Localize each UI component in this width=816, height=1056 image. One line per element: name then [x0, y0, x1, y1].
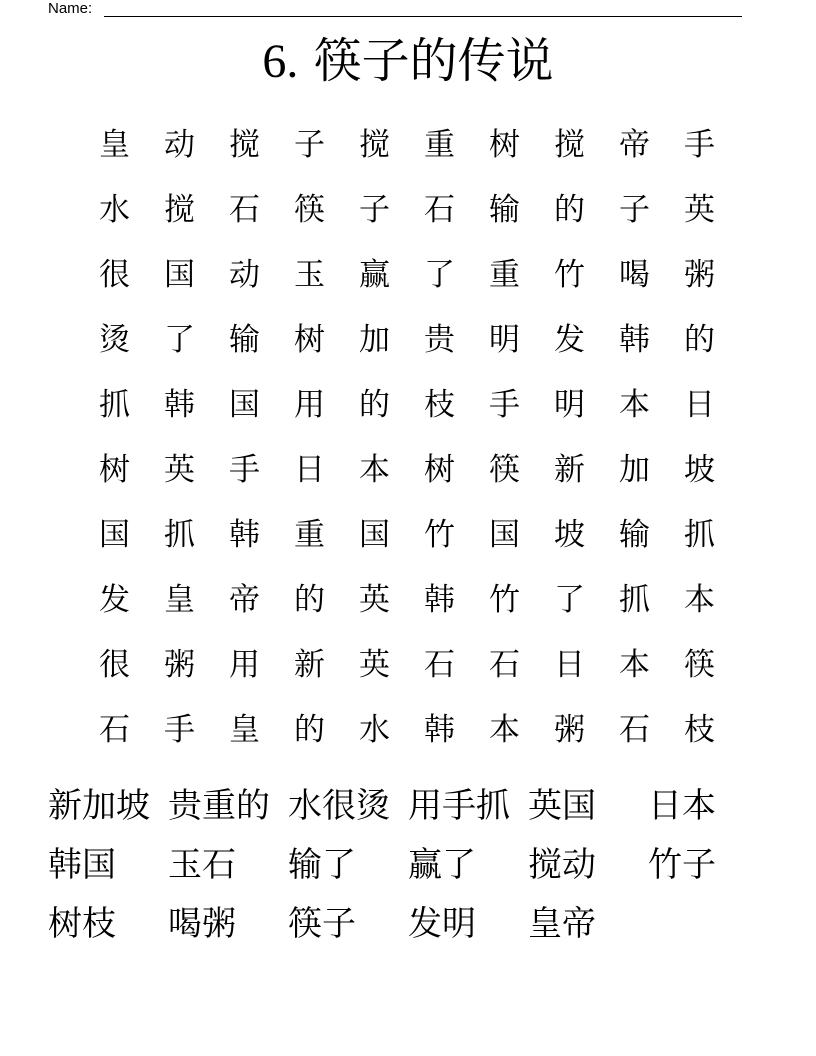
grid-cell: 的	[359, 386, 390, 423]
grid-cell: 发	[554, 321, 585, 358]
grid-cell: 了	[554, 581, 585, 618]
grid-cell: 竹	[554, 256, 585, 293]
name-field	[48, 0, 748, 18]
grid-cell: 抓	[164, 516, 195, 553]
grid-cell: 石	[99, 711, 130, 748]
grid-cell: 本	[359, 451, 390, 488]
word-bank-item: 竹子	[648, 844, 716, 885]
grid-cell: 皇	[99, 126, 130, 163]
grid-cell: 明	[554, 386, 585, 423]
grid-cell: 烫	[99, 321, 130, 358]
name-underline	[104, 16, 742, 17]
grid-cell: 国	[164, 256, 195, 293]
grid-cell: 新	[294, 646, 325, 683]
grid-cell: 石	[229, 191, 260, 228]
grid-cell: 手	[229, 451, 260, 488]
grid-cell: 搅	[164, 191, 195, 228]
grid-cell: 石	[619, 711, 650, 748]
grid-cell: 用	[229, 646, 260, 683]
word-bank-item: 日本	[648, 785, 716, 826]
grid-cell: 搅	[229, 126, 260, 163]
grid-cell: 新	[554, 451, 585, 488]
grid-cell: 重	[424, 126, 455, 163]
grid-cell: 粥	[554, 711, 585, 748]
grid-cell: 搅	[554, 126, 585, 163]
word-bank-item: 赢了	[408, 844, 476, 885]
grid-cell: 树	[294, 321, 325, 358]
grid-cell: 喝	[619, 256, 650, 293]
grid-cell: 动	[229, 256, 260, 293]
grid-cell: 国	[489, 516, 520, 553]
grid-cell: 的	[294, 711, 325, 748]
grid-cell: 韩	[229, 516, 260, 553]
grid-cell: 的	[294, 581, 325, 618]
grid-cell: 国	[99, 516, 130, 553]
grid-cell: 树	[99, 451, 130, 488]
grid-cell: 发	[99, 581, 130, 618]
grid-cell: 日	[684, 386, 715, 423]
grid-row	[82, 307, 732, 372]
grid-cell: 皇	[229, 711, 260, 748]
grid-cell: 英	[359, 646, 390, 683]
grid-cell: 重	[489, 256, 520, 293]
grid-cell: 英	[359, 581, 390, 618]
grid-cell: 树	[424, 451, 455, 488]
word-bank-item: 筷子	[288, 903, 356, 944]
word-bank-row	[48, 835, 788, 894]
grid-cell: 国	[359, 516, 390, 553]
grid-cell: 水	[359, 711, 390, 748]
grid-cell: 韩	[424, 711, 455, 748]
word-bank-item: 英国	[528, 785, 596, 826]
word-bank-item: 水很烫	[288, 785, 390, 826]
grid-cell: 输	[619, 516, 650, 553]
grid-cell: 了	[164, 321, 195, 358]
grid-cell: 竹	[489, 581, 520, 618]
grid-cell: 玉	[294, 256, 325, 293]
grid-cell: 赢	[359, 256, 390, 293]
grid-cell: 日	[554, 646, 585, 683]
word-bank-row	[48, 894, 788, 953]
grid-cell: 本	[619, 386, 650, 423]
grid-cell: 抓	[684, 516, 715, 553]
grid-cell: 子	[294, 126, 325, 163]
grid-cell: 日	[294, 451, 325, 488]
grid-cell: 枝	[684, 711, 715, 748]
title-text: 筷子的传说	[313, 33, 554, 89]
grid-cell: 韩	[164, 386, 195, 423]
word-search-grid	[82, 112, 732, 762]
grid-cell: 本	[489, 711, 520, 748]
grid-cell: 输	[229, 321, 260, 358]
grid-cell: 石	[424, 191, 455, 228]
grid-cell: 石	[424, 646, 455, 683]
grid-cell: 手	[489, 386, 520, 423]
grid-cell: 坡	[554, 516, 585, 553]
word-bank-item: 发明	[408, 903, 476, 944]
word-bank	[48, 776, 788, 953]
grid-cell: 坡	[684, 451, 715, 488]
grid-cell: 石	[489, 646, 520, 683]
grid-cell: 贵	[424, 321, 455, 358]
grid-row	[82, 112, 732, 177]
word-bank-item: 搅动	[528, 844, 596, 885]
grid-cell: 的	[684, 321, 715, 358]
grid-cell: 水	[99, 191, 130, 228]
grid-cell: 韩	[424, 581, 455, 618]
grid-cell: 输	[489, 191, 520, 228]
grid-row	[82, 437, 732, 502]
grid-cell: 搅	[359, 126, 390, 163]
grid-cell: 帝	[619, 126, 650, 163]
name-label: Name:	[48, 0, 93, 17]
grid-cell: 了	[424, 256, 455, 293]
grid-cell: 筷	[489, 451, 520, 488]
word-bank-item: 输了	[288, 844, 356, 885]
grid-cell: 英	[684, 191, 715, 228]
word-bank-row	[48, 776, 788, 835]
grid-cell: 子	[619, 191, 650, 228]
grid-cell: 枝	[424, 386, 455, 423]
grid-cell: 子	[359, 191, 390, 228]
grid-cell: 抓	[99, 386, 130, 423]
grid-row	[82, 242, 732, 307]
word-bank-item: 喝粥	[168, 903, 236, 944]
grid-cell: 手	[164, 711, 195, 748]
grid-cell: 筷	[294, 191, 325, 228]
grid-row	[82, 502, 732, 567]
grid-cell: 国	[229, 386, 260, 423]
grid-row	[82, 372, 732, 437]
grid-cell: 本	[619, 646, 650, 683]
grid-row	[82, 177, 732, 242]
grid-cell: 很	[99, 256, 130, 293]
grid-cell: 帝	[229, 581, 260, 618]
word-bank-item: 贵重的	[168, 785, 270, 826]
grid-cell: 用	[294, 386, 325, 423]
grid-cell: 加	[359, 321, 390, 358]
grid-cell: 重	[294, 516, 325, 553]
word-bank-item: 新加坡	[48, 785, 150, 826]
grid-cell: 筷	[684, 646, 715, 683]
grid-cell: 抓	[619, 581, 650, 618]
grid-cell: 英	[164, 451, 195, 488]
grid-cell: 本	[684, 581, 715, 618]
grid-row	[82, 697, 732, 762]
grid-row	[82, 567, 732, 632]
grid-cell: 树	[489, 126, 520, 163]
word-bank-item: 用手抓	[408, 785, 510, 826]
grid-cell: 明	[489, 321, 520, 358]
page-title	[0, 26, 816, 97]
grid-cell: 粥	[164, 646, 195, 683]
grid-cell: 竹	[424, 516, 455, 553]
grid-cell: 加	[619, 451, 650, 488]
grid-cell: 韩	[619, 321, 650, 358]
word-bank-item: 皇帝	[528, 903, 596, 944]
word-bank-item: 树枝	[48, 903, 116, 944]
grid-cell: 皇	[164, 581, 195, 618]
grid-cell: 动	[164, 126, 195, 163]
grid-cell: 很	[99, 646, 130, 683]
grid-cell: 手	[684, 126, 715, 163]
grid-cell: 的	[554, 191, 585, 228]
grid-cell: 粥	[684, 256, 715, 293]
word-bank-item: 韩国	[48, 844, 116, 885]
word-bank-item: 玉石	[168, 844, 236, 885]
grid-row	[82, 632, 732, 697]
title-number: 6.	[262, 35, 299, 88]
